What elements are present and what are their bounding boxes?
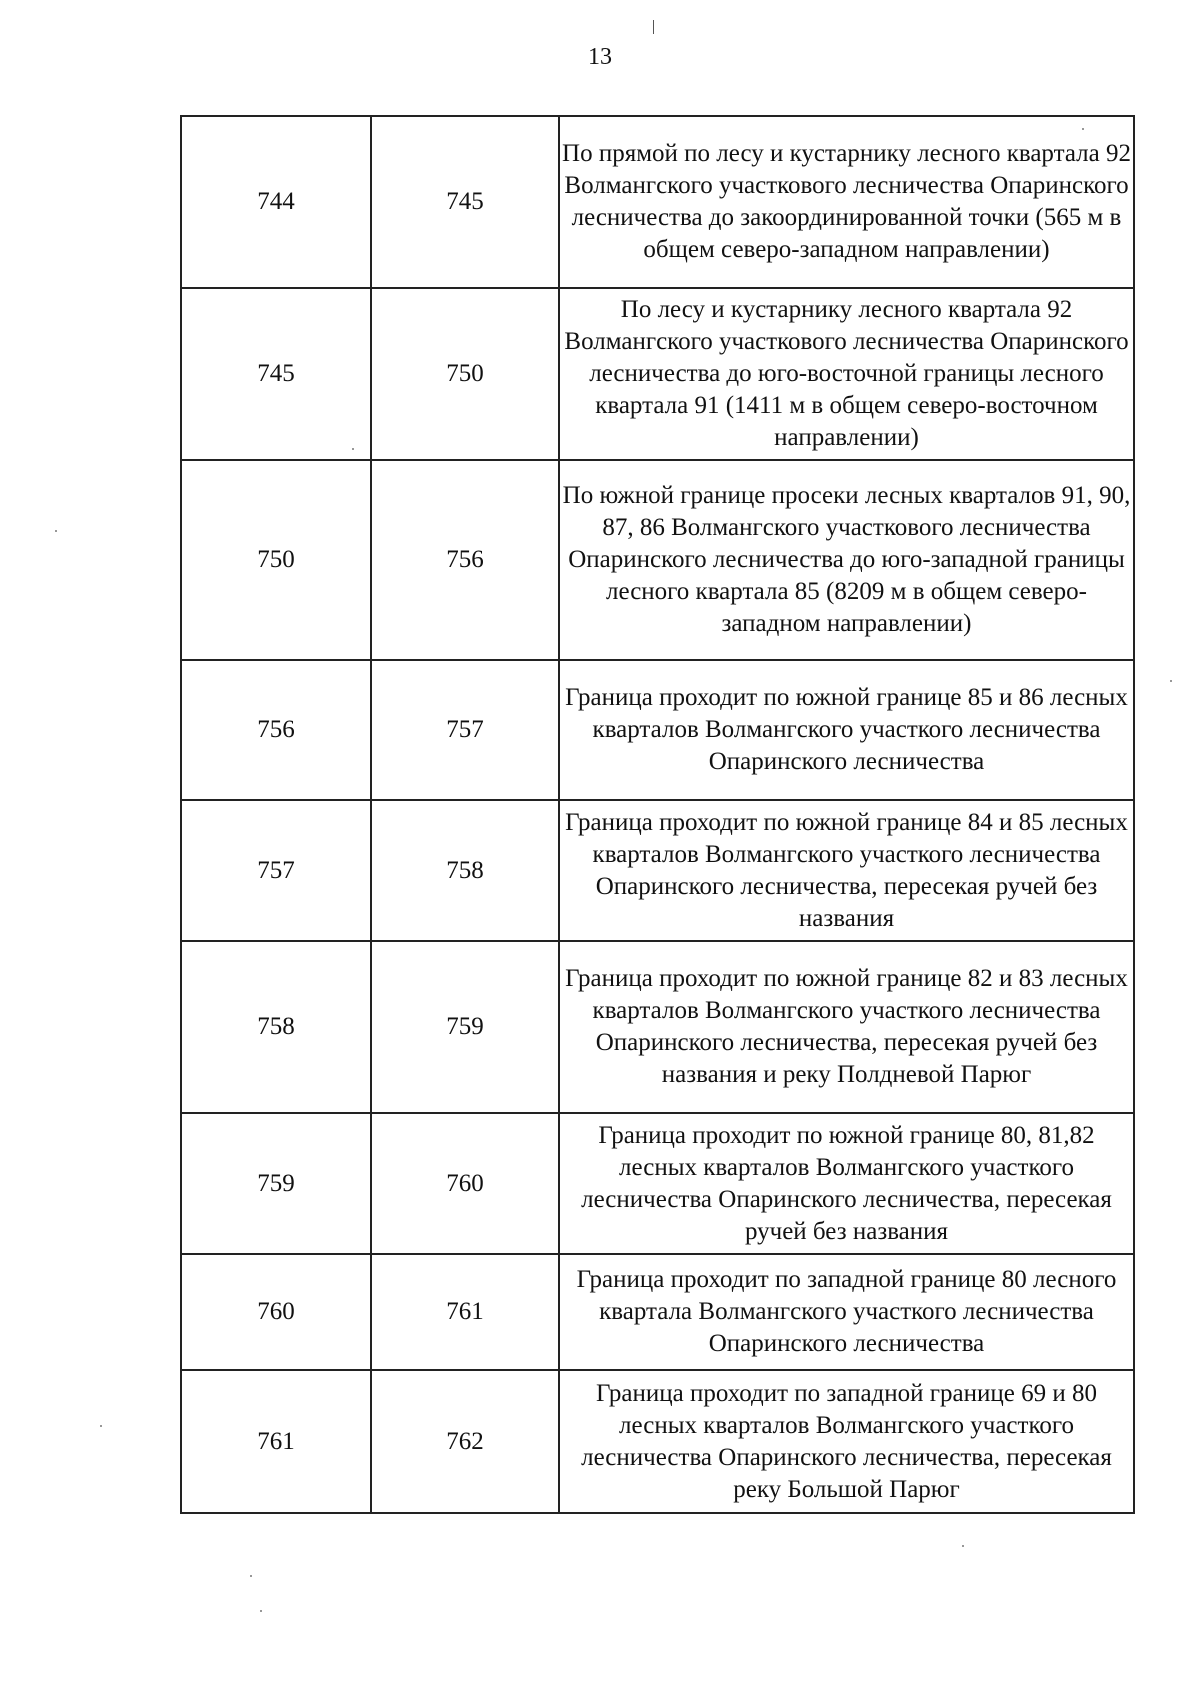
- from-point-cell: 744: [181, 116, 371, 288]
- boundary-table: [180, 115, 1135, 1514]
- from-point-cell: 759: [181, 1113, 371, 1254]
- table-row: [181, 288, 1134, 460]
- boundary-description-cell: Граница проходит по южной границе 80, 81,82 лесных кварталов Волмангского участкого лесничества Опаринского лесничества, пересекая ручей без названия: [559, 1113, 1134, 1254]
- to-point-cell: 759: [371, 941, 559, 1113]
- boundary-description-cell: По прямой по лесу и кустарнику лесного квартала 92 Волмангского участкового лесничества Опаринского лесничества до закоординированной точки (565 м в общем северо-западном направлении): [559, 116, 1134, 288]
- to-point-cell: 756: [371, 460, 559, 660]
- boundary-description-cell: Граница проходит по западной границе 69 и 80 лесных кварталов Волмангского участкого лесничества Опаринского лесничества, пересекая реку Большой Парюг: [559, 1370, 1134, 1513]
- to-point-cell: 761: [371, 1254, 559, 1370]
- boundary-description-cell: По лесу и кустарнику лесного квартала 92 Волмангского участкового лесничества Опаринского лесничества до юго-восточной границы лесного квартала 91 (1411 м в общем северо-восточном направлении): [559, 288, 1134, 460]
- table-row: [181, 116, 1134, 288]
- from-point-cell: 756: [181, 660, 371, 800]
- to-point-cell: 757: [371, 660, 559, 800]
- scan-speck: [352, 448, 354, 450]
- boundary-description-cell: Граница проходит по южной границе 85 и 86 лесных кварталов Волмангского участкого лесничества Опаринского лесничества: [559, 660, 1134, 800]
- scan-speck: [260, 1610, 262, 1612]
- from-point-cell: 758: [181, 941, 371, 1113]
- from-point-cell: 757: [181, 800, 371, 941]
- scan-speck: [1170, 680, 1172, 682]
- to-point-cell: 758: [371, 800, 559, 941]
- boundary-description-cell: Граница проходит по южной границе 82 и 83 лесных кварталов Волмангского участкого лесничества Опаринского лесничества, пересекая ручей без названия и реку Полдневой Парюг: [559, 941, 1134, 1113]
- from-point-cell: 745: [181, 288, 371, 460]
- from-point-cell: 761: [181, 1370, 371, 1513]
- scan-speck: [250, 1575, 252, 1577]
- from-point-cell: 750: [181, 460, 371, 660]
- page-tick-mark: [653, 20, 654, 34]
- table-row: [181, 800, 1134, 941]
- scan-speck: [962, 1545, 964, 1547]
- table-row: [181, 1113, 1134, 1254]
- table-row: [181, 660, 1134, 800]
- scan-speck: [1082, 128, 1084, 130]
- table-row: [181, 1254, 1134, 1370]
- to-point-cell: 762: [371, 1370, 559, 1513]
- boundary-description-cell: По южной границе просеки лесных кварталов 91, 90, 87, 86 Волмангского участкового лесничества Опаринского лесничества до юго-западной границы лесного квартала 85 (8209 м в общем северо-западном направлении): [559, 460, 1134, 660]
- from-point-cell: 760: [181, 1254, 371, 1370]
- to-point-cell: 760: [371, 1113, 559, 1254]
- boundary-description-cell: Граница проходит по южной границе 84 и 85 лесных кварталов Волмангского участкого лесничества Опаринского лесничества, пересекая ручей без названия: [559, 800, 1134, 941]
- to-point-cell: 750: [371, 288, 559, 460]
- scan-speck: [55, 530, 57, 532]
- to-point-cell: 745: [371, 116, 559, 288]
- table-body: [181, 116, 1134, 1513]
- table-row: [181, 460, 1134, 660]
- page-number: 13: [588, 44, 612, 70]
- table-row: [181, 1370, 1134, 1513]
- boundary-description-cell: Граница проходит по западной границе 80 лесного квартала Волмангского участкого лесничества Опаринского лесничества: [559, 1254, 1134, 1370]
- table-row: [181, 941, 1134, 1113]
- scan-speck: [100, 1425, 102, 1427]
